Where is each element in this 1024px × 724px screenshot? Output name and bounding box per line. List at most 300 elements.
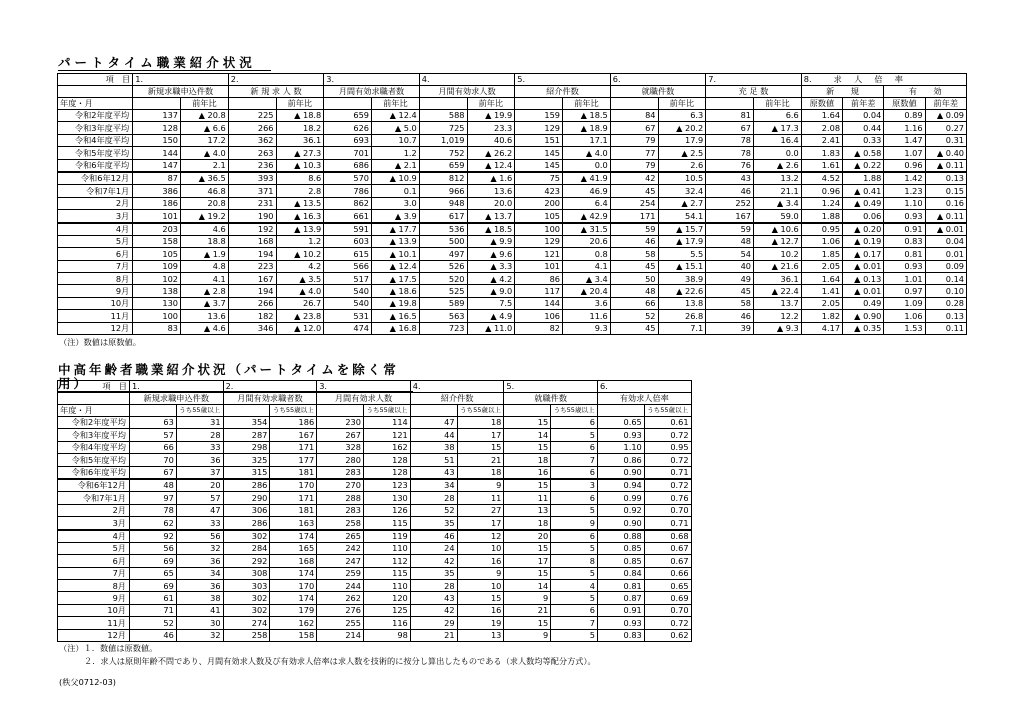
- table-cell: 10.5: [658, 172, 706, 185]
- table-row: [58, 567, 692, 579]
- table-cell: 701: [324, 147, 372, 159]
- row-label: 令和7年1月: [58, 185, 133, 197]
- table-cell: 693: [324, 134, 372, 146]
- table-cell: 0.10: [925, 285, 966, 297]
- table-cell: 0.89: [884, 110, 925, 122]
- table-cell: ▲ 15.1: [658, 260, 706, 272]
- table-cell: 283: [317, 504, 364, 516]
- t1-sub-blank: [419, 98, 467, 110]
- table-cell: 194: [228, 248, 276, 260]
- table-cell: ▲ 0.41: [843, 185, 884, 197]
- table-cell: 100: [133, 310, 181, 322]
- table-cell: 9: [551, 517, 598, 530]
- table-cell: 0.06: [843, 210, 884, 223]
- t2-col-label: 有効求人倍率: [597, 393, 691, 405]
- t2-col-num: 6.: [597, 381, 691, 393]
- table-cell: ▲ 10.6: [754, 223, 802, 236]
- table-cell: 20: [176, 479, 223, 492]
- table-cell: 274: [223, 617, 270, 629]
- table-cell: 158: [270, 629, 317, 641]
- table-cell: 948: [419, 197, 467, 209]
- table-cell: 16: [457, 555, 504, 567]
- table-cell: 181: [270, 466, 317, 479]
- table-row: [58, 110, 967, 122]
- table-cell: 966: [419, 185, 467, 197]
- table-cell: ▲ 16.8: [372, 322, 420, 334]
- table-row: [58, 197, 967, 209]
- table-cell: 4: [551, 580, 598, 592]
- t2-sub-label: うち55歳以上: [551, 405, 598, 417]
- t2-col-num: 5.: [504, 381, 598, 393]
- table-cell: 40.6: [467, 134, 515, 146]
- table-cell: 566: [324, 260, 372, 272]
- table-cell: ▲ 0.11: [925, 159, 966, 172]
- table-cell: ▲ 10.9: [372, 172, 420, 185]
- t1-sub-blank: [515, 98, 563, 110]
- table-cell: 200: [515, 197, 563, 209]
- table-cell: 47: [176, 504, 223, 516]
- table-cell: ▲ 13.7: [467, 210, 515, 223]
- table-cell: 17: [457, 517, 504, 530]
- t1-ratio-new: 新 規: [801, 86, 884, 98]
- table-cell: 32.4: [658, 185, 706, 197]
- row-label: 2月: [58, 197, 133, 209]
- table-cell: 0.68: [644, 530, 691, 543]
- table-cell: 5: [551, 429, 598, 441]
- table-cell: ▲ 18.5: [467, 223, 515, 236]
- table-cell: ▲ 0.09: [925, 110, 966, 122]
- table-cell: 255: [317, 617, 364, 629]
- table-cell: 9.3: [563, 322, 611, 334]
- table-cell: 186: [133, 197, 181, 209]
- table-cell: 179: [270, 604, 317, 616]
- table-row: [58, 454, 692, 466]
- table-cell: 15: [504, 542, 551, 554]
- table-cell: ▲ 42.9: [563, 210, 611, 223]
- table-cell: 42: [610, 172, 658, 185]
- table-cell: 230: [317, 417, 364, 429]
- table-cell: 168: [228, 235, 276, 247]
- table-cell: 617: [419, 210, 467, 223]
- table-cell: ▲ 18.8: [276, 110, 324, 122]
- table-row: [58, 530, 692, 543]
- table-cell: 11: [457, 492, 504, 504]
- table-cell: 1.2: [276, 235, 324, 247]
- table-cell: 16: [504, 466, 551, 479]
- table-cell: ▲ 13.9: [276, 223, 324, 236]
- table-cell: 0.76: [644, 492, 691, 504]
- table-cell: 9: [504, 592, 551, 604]
- table-cell: 626: [324, 122, 372, 134]
- table-cell: ▲ 20.2: [658, 122, 706, 134]
- row-label: 9月: [58, 592, 130, 604]
- table-cell: 284: [223, 542, 270, 554]
- table-cell: ▲ 12.4: [372, 260, 420, 272]
- t1-ratio-label: 求 人 倍 率: [833, 74, 905, 85]
- row-label: 7月: [58, 567, 130, 579]
- table-cell: ▲ 0.17: [843, 248, 884, 260]
- table-cell: 0.93: [884, 210, 925, 223]
- table-cell: 62: [130, 517, 177, 530]
- t2-sub-label: うち55歳以上: [644, 405, 691, 417]
- table-cell: 0.92: [597, 504, 644, 516]
- t1-yoy-label: 前年比: [372, 98, 420, 110]
- row-label: 4月: [58, 530, 130, 543]
- table-cell: 589: [419, 297, 467, 309]
- table-cell: ▲ 9.3: [754, 322, 802, 334]
- table-cell: 0.14: [925, 273, 966, 285]
- row-label: 令和2年度平均: [58, 417, 130, 429]
- t1-sub-blank: [228, 98, 276, 110]
- table-cell: 0.83: [884, 235, 925, 247]
- table-cell: 36: [176, 454, 223, 466]
- part-time-table: [57, 73, 967, 335]
- table-cell: 862: [324, 197, 372, 209]
- table-cell: 67: [610, 122, 658, 134]
- table-cell: ▲ 17.5: [372, 273, 420, 285]
- table-cell: ▲ 0.01: [925, 223, 966, 236]
- table-cell: 177: [270, 454, 317, 466]
- table-cell: 3: [551, 479, 598, 492]
- table-cell: 121: [515, 248, 563, 260]
- table-cell: 0.81: [597, 580, 644, 592]
- table-cell: 65: [130, 567, 177, 579]
- table-cell: 242: [317, 542, 364, 554]
- section2-title: 中高年齢者職業紹介状況（パートタイムを除く常用）: [58, 363, 413, 392]
- row-label: 6月: [58, 555, 130, 567]
- table-cell: 0.93: [884, 260, 925, 272]
- t1-col-num: 7.: [706, 74, 802, 86]
- table-cell: 4.1: [181, 273, 229, 285]
- table-cell: 15: [504, 617, 551, 629]
- table-cell: 7: [551, 617, 598, 629]
- table-cell: 83: [133, 322, 181, 334]
- table-cell: 45: [610, 260, 658, 272]
- table-cell: 0.0: [754, 147, 802, 159]
- table-cell: 128: [363, 454, 410, 466]
- table-cell: 7.1: [658, 322, 706, 334]
- table-cell: 58: [706, 297, 754, 309]
- table-cell: 121: [363, 429, 410, 441]
- table-cell: 126: [363, 504, 410, 516]
- table-cell: 13.8: [658, 297, 706, 309]
- row-label: 12月: [58, 322, 133, 334]
- table-cell: 292: [223, 555, 270, 567]
- table-cell: 69: [130, 555, 177, 567]
- table-cell: 15: [504, 441, 551, 453]
- table-cell: 58: [610, 248, 658, 260]
- table-cell: 15: [457, 441, 504, 453]
- table-cell: 6: [551, 466, 598, 479]
- table-cell: ▲ 18.5: [563, 110, 611, 122]
- t1-col-num: 3.: [324, 74, 420, 86]
- table-cell: 2.6: [658, 159, 706, 172]
- table-row: [58, 555, 692, 567]
- table-cell: 1.2: [372, 147, 420, 159]
- table-row: [58, 248, 967, 260]
- table-cell: 36.1: [276, 134, 324, 146]
- table-cell: 0.85: [597, 542, 644, 554]
- table-cell: 225: [228, 110, 276, 122]
- table-cell: 18.8: [181, 235, 229, 247]
- table-cell: 2.05: [801, 260, 842, 272]
- t1-yoy-label: 前年比: [276, 98, 324, 110]
- table-cell: 26.7: [276, 297, 324, 309]
- table-cell: 263: [228, 147, 276, 159]
- table-cell: 0.96: [884, 159, 925, 172]
- table-cell: 1,019: [419, 134, 467, 146]
- table-cell: 162: [363, 441, 410, 453]
- table-cell: 303: [223, 580, 270, 592]
- table-cell: 16: [457, 604, 504, 616]
- t2-col-num: 2.: [223, 381, 317, 393]
- table-cell: 21: [410, 629, 457, 641]
- table-cell: ▲ 17.9: [658, 235, 706, 247]
- section1-title: パートタイム職業紹介状況: [58, 56, 271, 71]
- table-cell: 6.3: [658, 110, 706, 122]
- table-cell: 1.10: [597, 441, 644, 453]
- t1-col-label: 就職件数: [610, 86, 706, 98]
- table-cell: 1.47: [884, 134, 925, 146]
- table-cell: ▲ 13.5: [276, 197, 324, 209]
- table-cell: 32: [176, 542, 223, 554]
- table-cell: ▲ 23.8: [276, 310, 324, 322]
- table-cell: 0.61: [644, 417, 691, 429]
- table-cell: 112: [363, 555, 410, 567]
- row-label: 6月: [58, 248, 133, 260]
- t2-sub-blank: [317, 405, 364, 417]
- table-cell: 63: [130, 417, 177, 429]
- table-row: [58, 504, 692, 516]
- table-cell: 42: [410, 604, 457, 616]
- table-cell: 4.2: [276, 260, 324, 272]
- table-row: [58, 260, 967, 272]
- table-cell: 8: [551, 555, 598, 567]
- table-cell: 6.6: [754, 110, 802, 122]
- table-cell: 1.83: [801, 147, 842, 159]
- table-cell: 35: [410, 567, 457, 579]
- table-cell: ▲ 20.8: [181, 110, 229, 122]
- table-cell: 59: [706, 223, 754, 236]
- table-cell: 170: [270, 580, 317, 592]
- table-cell: 36: [176, 580, 223, 592]
- table-cell: 1.23: [884, 185, 925, 197]
- table-cell: 130: [133, 297, 181, 309]
- table-cell: ▲ 4.0: [563, 147, 611, 159]
- table-cell: 57: [176, 492, 223, 504]
- table-cell: 28: [176, 429, 223, 441]
- table-cell: 128: [133, 122, 181, 134]
- table-row: [58, 185, 967, 197]
- table-cell: 147: [133, 159, 181, 172]
- table-cell: 0.67: [644, 542, 691, 554]
- table-cell: 52: [410, 504, 457, 516]
- table-cell: 10.2: [754, 248, 802, 260]
- table-cell: ▲ 27.3: [276, 147, 324, 159]
- table-cell: 17: [457, 429, 504, 441]
- table-cell: ▲ 13.9: [372, 235, 420, 247]
- table-cell: 17.1: [563, 134, 611, 146]
- table-cell: 214: [317, 629, 364, 641]
- table-cell: 3.6: [563, 297, 611, 309]
- table-cell: 1.82: [801, 310, 842, 322]
- t2-header-blank: [58, 393, 130, 405]
- table-cell: 520: [419, 273, 467, 285]
- table-cell: 0.81: [884, 248, 925, 260]
- t1-ratio-orig: 原数値: [801, 98, 842, 110]
- table-cell: 4.1: [563, 260, 611, 272]
- table-cell: 588: [419, 110, 467, 122]
- t2-sub-blank: [410, 405, 457, 417]
- table-cell: 171: [610, 210, 658, 223]
- table-cell: 570: [324, 172, 372, 185]
- table-cell: 34: [176, 567, 223, 579]
- table-cell: ▲ 12.7: [754, 235, 802, 247]
- table-cell: 0.31: [925, 134, 966, 146]
- table-cell: 101: [515, 260, 563, 272]
- table-cell: 0.04: [843, 110, 884, 122]
- table-cell: 78: [706, 147, 754, 159]
- table-cell: 0.97: [884, 285, 925, 297]
- table-cell: 54: [706, 248, 754, 260]
- table-cell: ▲ 31.5: [563, 223, 611, 236]
- table-cell: 78: [130, 504, 177, 516]
- table-cell: 18: [504, 517, 551, 530]
- table-cell: 137: [133, 110, 181, 122]
- row-label: 5月: [58, 542, 130, 554]
- row-label: 令和5年度平均: [58, 454, 130, 466]
- table-cell: 129: [515, 235, 563, 247]
- table-cell: 20.8: [181, 197, 229, 209]
- t2-header-row-3: [58, 405, 692, 417]
- table-cell: 0.1: [372, 185, 420, 197]
- table-cell: 29: [410, 617, 457, 629]
- table-cell: 79: [610, 134, 658, 146]
- row-label: 令和6年12月: [58, 479, 130, 492]
- table-cell: ▲ 0.58: [843, 147, 884, 159]
- table-cell: 170: [270, 479, 317, 492]
- row-label: 11月: [58, 310, 133, 322]
- table-cell: 92: [130, 530, 177, 543]
- table-cell: ▲ 19.9: [467, 110, 515, 122]
- table-cell: 328: [317, 441, 364, 453]
- t1-sub-blank: [706, 98, 754, 110]
- table-cell: 371: [228, 185, 276, 197]
- row-label: 12月: [58, 629, 130, 641]
- table-cell: 26.8: [658, 310, 706, 322]
- t2-col-num: 4.: [410, 381, 504, 393]
- row-label: 3月: [58, 210, 133, 223]
- table-row: [58, 604, 692, 616]
- senior-table: [57, 380, 692, 642]
- table-cell: 151: [515, 134, 563, 146]
- table-cell: 288: [317, 492, 364, 504]
- table-cell: 116: [363, 617, 410, 629]
- table-cell: 23.3: [467, 122, 515, 134]
- table-cell: 174: [270, 567, 317, 579]
- table-cell: 13.2: [754, 172, 802, 185]
- table-cell: ▲ 19.2: [181, 210, 229, 223]
- table-cell: 1.06: [801, 235, 842, 247]
- table-cell: ▲ 3.5: [276, 273, 324, 285]
- table-cell: 531: [324, 310, 372, 322]
- table-cell: ▲ 12.4: [372, 110, 420, 122]
- table-row: [58, 322, 967, 334]
- table-cell: 163: [270, 517, 317, 530]
- table-cell: 362: [228, 134, 276, 146]
- table-cell: 423: [515, 185, 563, 197]
- table-cell: 167: [270, 429, 317, 441]
- table-cell: 46.8: [181, 185, 229, 197]
- table-cell: 167: [228, 273, 276, 285]
- row-label: 令和7年1月: [58, 492, 130, 504]
- row-label: 5月: [58, 235, 133, 247]
- table-cell: 46: [706, 310, 754, 322]
- t2-header-row-2: [58, 393, 692, 405]
- table-cell: 247: [317, 555, 364, 567]
- table-cell: 0.72: [644, 454, 691, 466]
- table-cell: 0.96: [801, 185, 842, 197]
- table-cell: 48: [130, 479, 177, 492]
- table-cell: 6: [551, 604, 598, 616]
- table-cell: 286: [223, 479, 270, 492]
- table-cell: 0.65: [597, 417, 644, 429]
- table-cell: 0.93: [597, 617, 644, 629]
- table-cell: 5: [551, 592, 598, 604]
- table-cell: 87: [133, 172, 181, 185]
- table-cell: 48: [706, 235, 754, 247]
- table-cell: 47: [410, 417, 457, 429]
- table-cell: 2.41: [801, 134, 842, 146]
- table-cell: 45: [610, 322, 658, 334]
- table-cell: 258: [223, 629, 270, 641]
- t2-sub-blank: [130, 405, 177, 417]
- table-cell: 120: [363, 592, 410, 604]
- table-cell: 0.88: [597, 530, 644, 543]
- table-cell: 39: [706, 322, 754, 334]
- row-label: 令和6年度平均: [58, 159, 133, 172]
- table-cell: 43: [410, 592, 457, 604]
- table-cell: 19: [457, 617, 504, 629]
- table-row: [58, 479, 692, 492]
- table-cell: ▲ 0.20: [843, 223, 884, 236]
- table-cell: 38.9: [658, 273, 706, 285]
- table-cell: 15: [504, 417, 551, 429]
- table-cell: ▲ 1.9: [181, 248, 229, 260]
- table-cell: ▲ 2.1: [372, 159, 420, 172]
- table-cell: 35: [410, 517, 457, 530]
- table-cell: ▲ 36.5: [181, 172, 229, 185]
- table-cell: 79: [610, 159, 658, 172]
- table-cell: 4.6: [181, 223, 229, 236]
- t1-col-label: 新 規 求 人 数: [228, 86, 324, 98]
- table-cell: 43: [410, 466, 457, 479]
- table-cell: 21: [504, 604, 551, 616]
- section2-note1: （注）１．数値は原数値。: [59, 643, 158, 653]
- table-cell: 13: [457, 629, 504, 641]
- table-cell: 9: [457, 567, 504, 579]
- table-cell: 1.10: [884, 197, 925, 209]
- table-cell: 119: [363, 530, 410, 543]
- table-cell: 0.90: [597, 466, 644, 479]
- table-cell: 302: [223, 604, 270, 616]
- t2-col-label: 月間有効求職者数: [223, 393, 317, 405]
- t2-sub-label: うち55歳以上: [457, 405, 504, 417]
- table-cell: 276: [317, 604, 364, 616]
- table-cell: 181: [270, 504, 317, 516]
- footer-code: (秩父0712-03): [59, 677, 116, 687]
- table-cell: ▲ 3.4: [754, 197, 802, 209]
